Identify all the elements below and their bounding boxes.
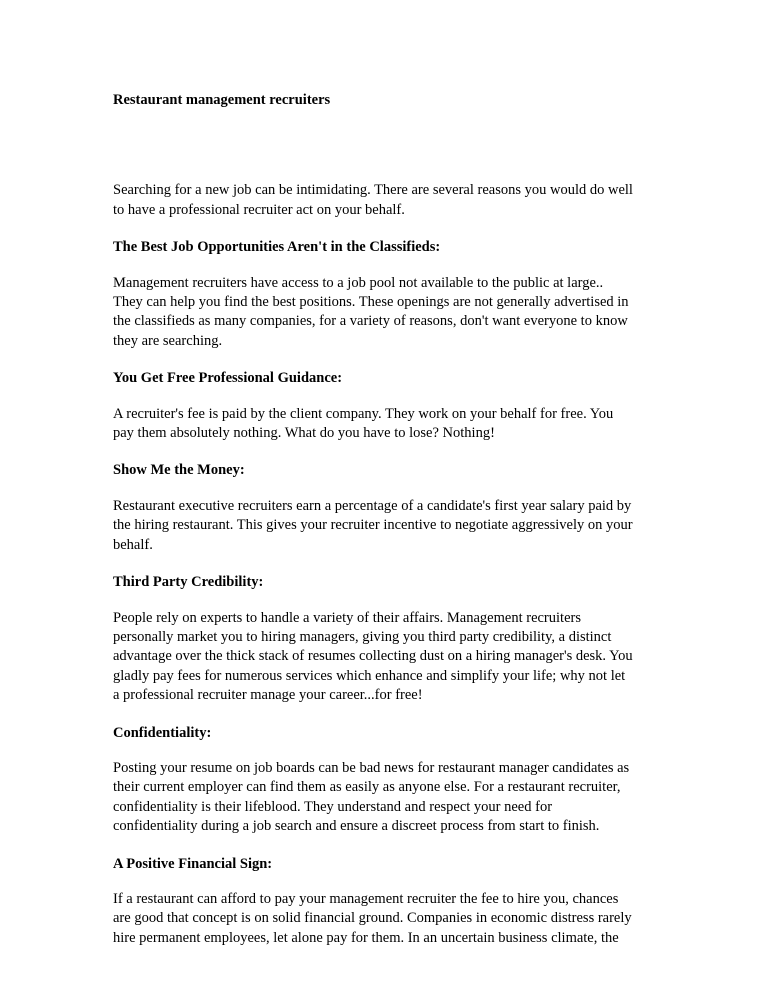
text-line: pay them absolutely nothing. What do you have to lose? Nothing! xyxy=(113,425,495,442)
intro-paragraph xyxy=(113,181,658,220)
section-heading-show-me-the-money: Show Me the Money: xyxy=(113,462,245,479)
section-heading-best-job-opportunities: The Best Job Opportunities Aren't in the Classifieds: xyxy=(113,239,441,256)
text-line: confidentiality is their lifeblood. They understand and respect your need for xyxy=(113,798,553,815)
text-line: their current employer can find them as easily as anyone else. For a restaurant recruiter, xyxy=(113,779,621,796)
text-line: advantage over the thick stack of resumes collecting dust on a hiring manager's desk. You xyxy=(113,648,633,665)
text-line: behalf. xyxy=(113,536,153,553)
section-heading-third-party-credibility: Third Party Credibility: xyxy=(113,574,264,591)
section-paragraph-positive-financial-sign xyxy=(113,890,658,948)
text-line: They can help you find the best positions. These openings are not generally advertised in xyxy=(113,294,629,311)
text-line: Posting your resume on job boards can be bad news for restaurant manager candidates as xyxy=(113,759,630,776)
text-line: personally market you to hiring managers, giving you third party credibility, a distinct xyxy=(113,628,612,645)
text-line: the classifieds as many companies, for a variety of reasons, don't want everyone to know xyxy=(113,313,628,330)
text-line: to have a professional recruiter act on your behalf. xyxy=(113,201,405,218)
text-line: A recruiter's fee is paid by the client company. They work on your behalf for free. You xyxy=(113,405,614,422)
text-line: a professional recruiter manage your career...for free! xyxy=(113,687,423,704)
section-paragraph-show-me-the-money xyxy=(113,497,658,555)
text-line: Restaurant executive recruiters earn a percentage of a candidate's first year salary paid by xyxy=(113,497,632,514)
document-page xyxy=(113,91,658,948)
text-line: gladly pay fees for numerous services which enhance and simplify your life; why not let xyxy=(113,667,626,684)
text-line: the hiring restaurant. This gives your recruiter incentive to negotiate aggressively on your xyxy=(113,517,633,534)
text-line: Searching for a new job can be intimidating. There are several reasons you would do well xyxy=(113,182,633,199)
text-line: People rely on experts to handle a variety of their affairs. Management recruiters xyxy=(113,609,581,626)
section-paragraph-best-job-opportunities xyxy=(113,274,658,352)
section-paragraph-third-party-credibility xyxy=(113,609,658,706)
document-title: Restaurant management recruiters xyxy=(113,92,331,108)
text-line: hire permanent employees, let alone pay for them. In an uncertain business climate, the xyxy=(113,929,619,946)
text-line: confidentiality during a job search and ensure a discreet process from start to finish. xyxy=(113,818,600,835)
section-heading-free-guidance: You Get Free Professional Guidance: xyxy=(113,370,343,387)
text-line: Management recruiters have access to a job pool not available to the public at large.. xyxy=(113,274,604,291)
text-line: are good that concept is on solid financial ground. Companies in economic distress rarely xyxy=(113,910,632,927)
text-line: If a restaurant can afford to pay your management recruiter the fee to hire you, chances xyxy=(113,890,619,907)
section-heading-confidentiality: Confidentiality: xyxy=(113,724,212,741)
section-heading-positive-financial-sign: A Positive Financial Sign: xyxy=(113,855,273,872)
section-paragraph-free-guidance xyxy=(113,405,658,444)
section-paragraph-confidentiality xyxy=(113,759,658,837)
text-line: they are searching. xyxy=(113,332,223,349)
